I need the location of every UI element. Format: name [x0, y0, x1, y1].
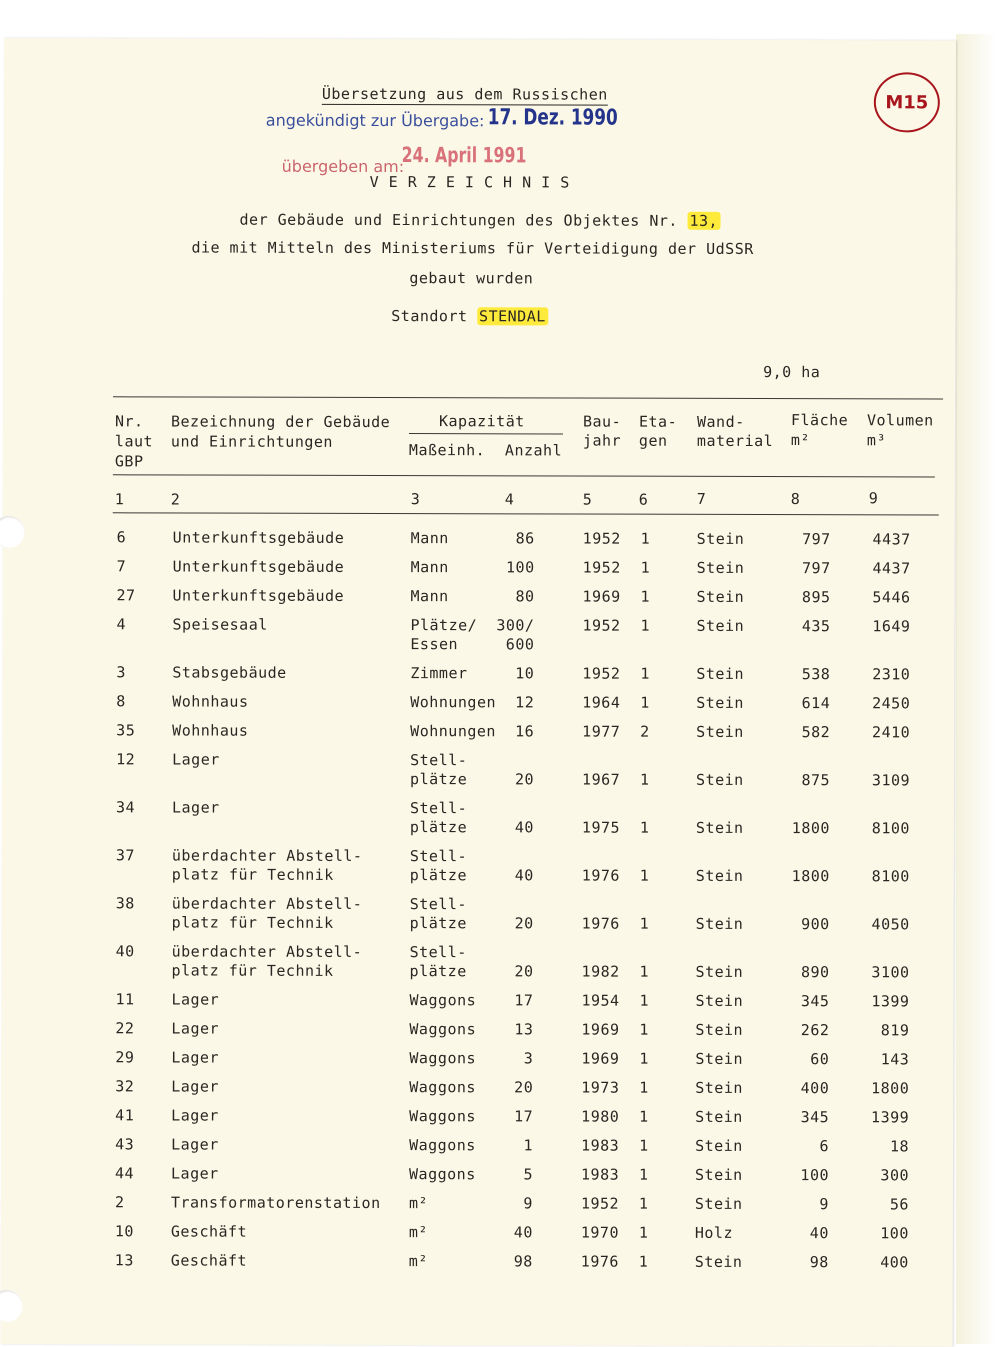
cell-name: überdachter Abstell- [171, 942, 363, 961]
cell-name: Transformatorenstation [170, 1193, 381, 1212]
cell-unit: Waggons [409, 1165, 476, 1184]
capacity-rule [409, 433, 563, 434]
cell-area: 797 [802, 530, 831, 549]
cell-count: 3 [523, 1049, 534, 1068]
cell-unit: Waggons [409, 1049, 477, 1068]
cell-nr: 40 [115, 942, 135, 961]
cell-name: Geschäft [170, 1222, 248, 1241]
cell-area: 9 [819, 1195, 829, 1214]
cell-unit-line-2: plätze [409, 866, 468, 885]
cell-area: 1800 [791, 819, 830, 838]
cell-year: 1969 [581, 1020, 620, 1039]
cell-wall: Stein [696, 664, 745, 683]
cell-wall: Stein [694, 1252, 743, 1271]
cell-year: 1952 [580, 1194, 620, 1213]
cell-volume: 1399 [871, 992, 910, 1011]
cell-wall: Stein [696, 616, 745, 635]
punch-hole [0, 1290, 23, 1322]
cell-area: 400 [800, 1079, 830, 1098]
cell-name: Unterkunftsgebäude [172, 586, 345, 605]
cell-year: 1952 [582, 664, 621, 683]
cell-area: 614 [801, 694, 831, 713]
cell-wall: Stein [695, 962, 744, 981]
cell-year: 1976 [580, 1252, 619, 1271]
cell-name: Lager [171, 1048, 220, 1067]
cell-area: 538 [801, 665, 831, 684]
cell-floors: 1 [639, 914, 650, 933]
cell-volume: 2450 [872, 694, 911, 713]
cell-unit: Zimmer [410, 664, 468, 683]
header-name: Bezeichnung der Gebäude [170, 412, 391, 432]
cell-count: 40 [514, 818, 534, 837]
cell-name: überdachter Abstell- [171, 846, 363, 865]
cell-unit: Stell- [409, 943, 467, 962]
header-count: Anzahl [504, 441, 563, 460]
cell-year: 1952 [582, 616, 621, 635]
cell-volume: 2410 [872, 723, 911, 742]
cell-count: 98 [513, 1252, 533, 1271]
column-number: 5 [582, 490, 593, 509]
cell-nr: 13 [114, 1251, 134, 1270]
cell-count: 5 [523, 1165, 534, 1184]
cell-count: 20 [514, 914, 534, 933]
cell-year: 1980 [581, 1107, 620, 1126]
subtitle-line-2: die mit Mitteln des Ministeriums für Verteidigung der UdSSR [191, 238, 754, 258]
header-wall-2: material [696, 431, 774, 451]
cell-unit: Mann [410, 529, 449, 548]
cell-count: 17 [514, 1107, 534, 1126]
header-nr-3: GBP [114, 452, 144, 471]
cell-nr: 2 [114, 1193, 125, 1212]
cell-area: 797 [801, 559, 831, 578]
cell-area: 345 [800, 1108, 830, 1127]
cell-volume: 1649 [872, 617, 911, 636]
cell-unit-line-2: Essen [410, 635, 459, 654]
cell-volume: 4437 [872, 559, 911, 578]
cell-floors: 1 [639, 1165, 649, 1184]
column-numbers-rule [113, 512, 939, 515]
cell-year: 1952 [582, 558, 621, 577]
cell-area: 900 [801, 915, 830, 934]
cell-wall: Stein [695, 1107, 743, 1126]
subtitle-line-1 [240, 211, 721, 230]
cell-area: 890 [800, 963, 830, 982]
cell-unit-line-2: plätze [410, 770, 468, 789]
cell-name: Wohnhaus [172, 721, 249, 740]
cell-name: Unterkunftsgebäude [172, 528, 345, 547]
cell-nr: 43 [115, 1135, 135, 1154]
cell-year: 1967 [582, 770, 621, 789]
cell-name-line-2: platz für Technik [171, 865, 334, 884]
cell-nr: 38 [115, 894, 135, 913]
cell-unit: m² [408, 1223, 428, 1242]
cell-unit-line-2: plätze [409, 962, 467, 981]
cell-name: Lager [172, 750, 220, 769]
cell-floors: 1 [640, 558, 651, 577]
cell-floors: 1 [638, 1252, 649, 1271]
subtitle-line-3: gebaut wurden [409, 269, 534, 288]
cell-year: 1954 [581, 991, 620, 1010]
cell-year: 1976 [581, 914, 620, 933]
header-unit: Maßeinh. [408, 441, 486, 460]
cell-floors: 1 [639, 1107, 649, 1126]
cell-volume: 3100 [871, 963, 910, 982]
cell-count: 12 [515, 693, 535, 712]
cell-volume: 4050 [871, 915, 910, 934]
cell-unit: Waggons [409, 1020, 477, 1039]
cell-floors: 1 [639, 1020, 649, 1039]
cell-year: 1964 [582, 693, 621, 712]
column-number: 3 [410, 490, 421, 509]
cell-wall: Stein [696, 558, 745, 577]
header-capacity: Kapazität [438, 412, 525, 431]
cell-floors: 1 [640, 616, 651, 635]
header-nr-2: laut [114, 432, 154, 451]
cell-volume: 8100 [871, 819, 910, 838]
cell-nr: 10 [114, 1222, 134, 1241]
cell-count: 9 [523, 1194, 533, 1213]
cell-count: 100 [505, 558, 535, 577]
cell-floors: 1 [639, 866, 650, 885]
cell-wall: Stein [696, 770, 744, 789]
cell-volume: 56 [889, 1195, 909, 1214]
column-number: 2 [170, 490, 181, 509]
cell-floors: 1 [640, 693, 650, 712]
cell-nr: 22 [115, 1019, 135, 1038]
cell-wall: Stein [696, 722, 744, 741]
cell-year: 1977 [582, 722, 621, 741]
cell-year: 1969 [581, 1049, 620, 1068]
cell-area: 435 [801, 617, 831, 636]
object-number: 13, [689, 211, 719, 230]
header-floors-2: gen [638, 431, 668, 450]
cell-nr: 37 [115, 846, 135, 865]
cell-floors: 1 [638, 1223, 649, 1242]
cell-unit: Stell- [410, 751, 468, 770]
cell-volume: 400 [880, 1253, 909, 1272]
cell-floors: 1 [640, 587, 651, 606]
header-name-2: und Einrichtungen [170, 432, 333, 451]
header-floors: Eta- [638, 412, 678, 431]
cell-area: 345 [800, 992, 830, 1011]
cell-unit: Waggons [409, 1136, 476, 1155]
cell-wall: Stein [695, 1136, 743, 1155]
cell-unit-line-2: plätze [409, 818, 468, 837]
document-title: V E R Z E I C H N I S [369, 172, 570, 192]
cell-unit: Mann [410, 587, 449, 606]
cell-area: 40 [809, 1224, 829, 1243]
cell-count: 80 [515, 587, 535, 606]
cell-nr: 44 [115, 1164, 135, 1183]
cell-area: 582 [801, 723, 831, 742]
cell-name: Wohnhaus [172, 692, 249, 711]
cell-volume: 18 [890, 1137, 910, 1156]
header-volume-2: m³ [866, 431, 887, 450]
cell-nr: 7 [116, 557, 127, 576]
cell-count: 16 [515, 722, 535, 741]
cell-wall: Holz [694, 1223, 734, 1242]
cell-wall: Stein [696, 529, 745, 548]
announced-stamp-label: angekündigt zur Übergabe: [265, 110, 485, 131]
header-wall: Wand- [696, 412, 745, 431]
header-volume: Volumen [866, 411, 934, 430]
cell-volume: 5446 [872, 588, 911, 607]
cell-wall: Stein [695, 991, 744, 1010]
translation-title: Übersetzung aus dem Russischen [321, 84, 608, 104]
cell-year: 1973 [581, 1078, 620, 1097]
cell-wall: Stein [696, 693, 744, 712]
cell-floors: 1 [639, 991, 650, 1010]
cell-volume: 3109 [871, 771, 911, 790]
cell-count-line-2: 600 [505, 635, 535, 654]
cell-floors: 1 [639, 1078, 649, 1097]
cell-count: 40 [514, 866, 534, 885]
announced-stamp-date: 17. Dez. 1990 [487, 105, 618, 131]
cell-wall: Stein [695, 1165, 743, 1184]
cell-floors: 1 [639, 1049, 649, 1068]
cell-name: Lager [171, 1164, 219, 1183]
cell-wall: Stein [695, 818, 744, 837]
cell-volume: 1399 [871, 1108, 910, 1127]
cell-volume: 8100 [871, 867, 910, 886]
column-number: 7 [696, 489, 707, 508]
page-edge [956, 34, 1000, 1344]
cell-wall: Stein [695, 1078, 743, 1097]
cell-name: Lager [171, 798, 220, 817]
cell-nr: 8 [116, 692, 126, 711]
cell-unit: Waggons [409, 1078, 476, 1097]
cell-count: 40 [513, 1223, 533, 1242]
header-nr: Nr. [114, 412, 144, 431]
cell-area: 895 [801, 588, 831, 607]
header-area-2: m² [790, 431, 811, 450]
location-line [391, 307, 548, 325]
cell-area: 6 [819, 1137, 830, 1156]
cell-count: 10 [515, 664, 535, 683]
column-number: 1 [114, 490, 125, 509]
column-number: 4 [504, 490, 515, 509]
cell-unit-line-2: plätze [409, 914, 467, 933]
cell-floors: 1 [640, 529, 651, 548]
cell-wall: Stein [695, 1020, 744, 1039]
column-number: 6 [638, 490, 649, 509]
cell-volume: 1800 [871, 1079, 910, 1098]
cell-year: 1983 [581, 1136, 620, 1155]
cell-count: 17 [514, 991, 534, 1010]
cell-name-line-2: platz für Technik [171, 913, 334, 932]
cell-floors: 1 [639, 962, 650, 981]
cell-unit: Wohnungen [410, 693, 497, 712]
area-total: 9,0 ha [763, 362, 821, 382]
cell-nr: 29 [115, 1048, 135, 1067]
cell-floors: 1 [639, 1136, 649, 1155]
punch-hole [0, 516, 25, 548]
header-bottom-rule [113, 474, 935, 477]
cell-count: 20 [514, 1078, 534, 1097]
cell-count: 86 [515, 529, 535, 548]
cell-unit: Wohnungen [410, 722, 496, 741]
cell-year: 1975 [581, 818, 621, 837]
cell-name: überdachter Abstell- [171, 894, 363, 913]
cell-name: Lager [171, 1019, 220, 1038]
cell-unit: Waggons [409, 991, 477, 1010]
cell-floors: 1 [639, 818, 650, 837]
cell-wall: Stein [694, 1194, 743, 1213]
cell-unit: m² [408, 1252, 428, 1271]
header-year-2: jahr [582, 431, 622, 450]
cell-unit: Stell- [409, 895, 467, 914]
cell-area: 60 [810, 1050, 830, 1069]
location-label: Standort [391, 307, 468, 326]
cell-volume: 4437 [872, 530, 911, 549]
cell-unit: Stell- [409, 799, 468, 818]
cell-name: Lager [171, 1135, 219, 1154]
cell-nr: 3 [116, 663, 126, 682]
cell-year: 1983 [581, 1165, 620, 1184]
column-number: 8 [790, 490, 801, 509]
cell-floors: 1 [640, 664, 650, 683]
column-number: 9 [868, 489, 879, 508]
cell-count: 20 [514, 962, 534, 981]
cell-count: 20 [514, 770, 535, 789]
handed-stamp-date: 24. April 1991 [401, 143, 527, 168]
cell-area: 1800 [791, 867, 830, 886]
cell-area: 875 [801, 771, 831, 790]
document-page [1, 38, 956, 1346]
archive-mark: M15 [874, 72, 940, 132]
cell-year: 1982 [581, 962, 620, 981]
table-top-rule [113, 396, 943, 399]
cell-floors: 2 [640, 722, 650, 741]
cell-wall: Stein [696, 587, 745, 606]
cell-area: 98 [809, 1253, 829, 1272]
cell-year: 1976 [581, 866, 620, 885]
cell-nr: 6 [116, 528, 127, 547]
cell-name: Geschäft [170, 1251, 248, 1270]
cell-nr: 11 [115, 990, 135, 1009]
cell-count: 1 [523, 1136, 534, 1155]
subtitle-line-1-text: der Gebäude und Einrichtungen des Objektes Nr. [239, 210, 678, 230]
cell-floors: 1 [638, 1194, 649, 1213]
cell-wall: Stein [695, 866, 744, 885]
cell-year: 1970 [580, 1223, 620, 1242]
cell-unit: Mann [410, 558, 449, 577]
cell-nr: 32 [115, 1077, 135, 1096]
cell-nr: 34 [115, 798, 136, 817]
cell-name: Lager [171, 990, 220, 1009]
cell-wall: Stein [695, 914, 744, 933]
cell-unit: Stell- [409, 847, 468, 866]
cell-name: Lager [171, 1106, 219, 1125]
cell-area: 100 [800, 1166, 830, 1185]
cell-wall: Stein [695, 1049, 744, 1068]
cell-name-line-2: platz für Technik [171, 961, 334, 980]
cell-nr: 12 [116, 750, 136, 769]
cell-volume: 143 [880, 1050, 910, 1069]
cell-nr: 4 [116, 615, 127, 634]
cell-name: Stabsgebäude [172, 663, 287, 682]
cell-name: Unterkunftsgebäude [172, 557, 345, 576]
cell-floors: 1 [640, 770, 650, 789]
handed-stamp-label: übergeben am: [281, 156, 405, 177]
cell-volume: 300 [880, 1166, 910, 1185]
cell-year: 1969 [582, 587, 621, 606]
cell-nr: 35 [116, 721, 136, 740]
cell-count: 13 [514, 1020, 534, 1039]
cell-name: Lager [171, 1077, 219, 1096]
cell-count: 300/ [496, 616, 535, 635]
cell-nr: 27 [116, 586, 136, 605]
cell-volume: 2310 [872, 665, 911, 684]
cell-unit: Waggons [409, 1107, 476, 1126]
cell-unit: m² [408, 1194, 429, 1213]
cell-year: 1952 [582, 529, 621, 548]
cell-volume: 819 [880, 1021, 910, 1040]
header-area: Fläche [790, 411, 849, 430]
location-name: STENDAL [479, 307, 546, 326]
header-year: Bau- [582, 412, 622, 431]
cell-volume: 100 [880, 1224, 909, 1243]
cell-area: 262 [800, 1021, 830, 1040]
cell-unit: Plätze/ [410, 616, 478, 635]
cell-nr: 41 [115, 1106, 135, 1125]
cell-name: Speisesaal [172, 615, 268, 634]
